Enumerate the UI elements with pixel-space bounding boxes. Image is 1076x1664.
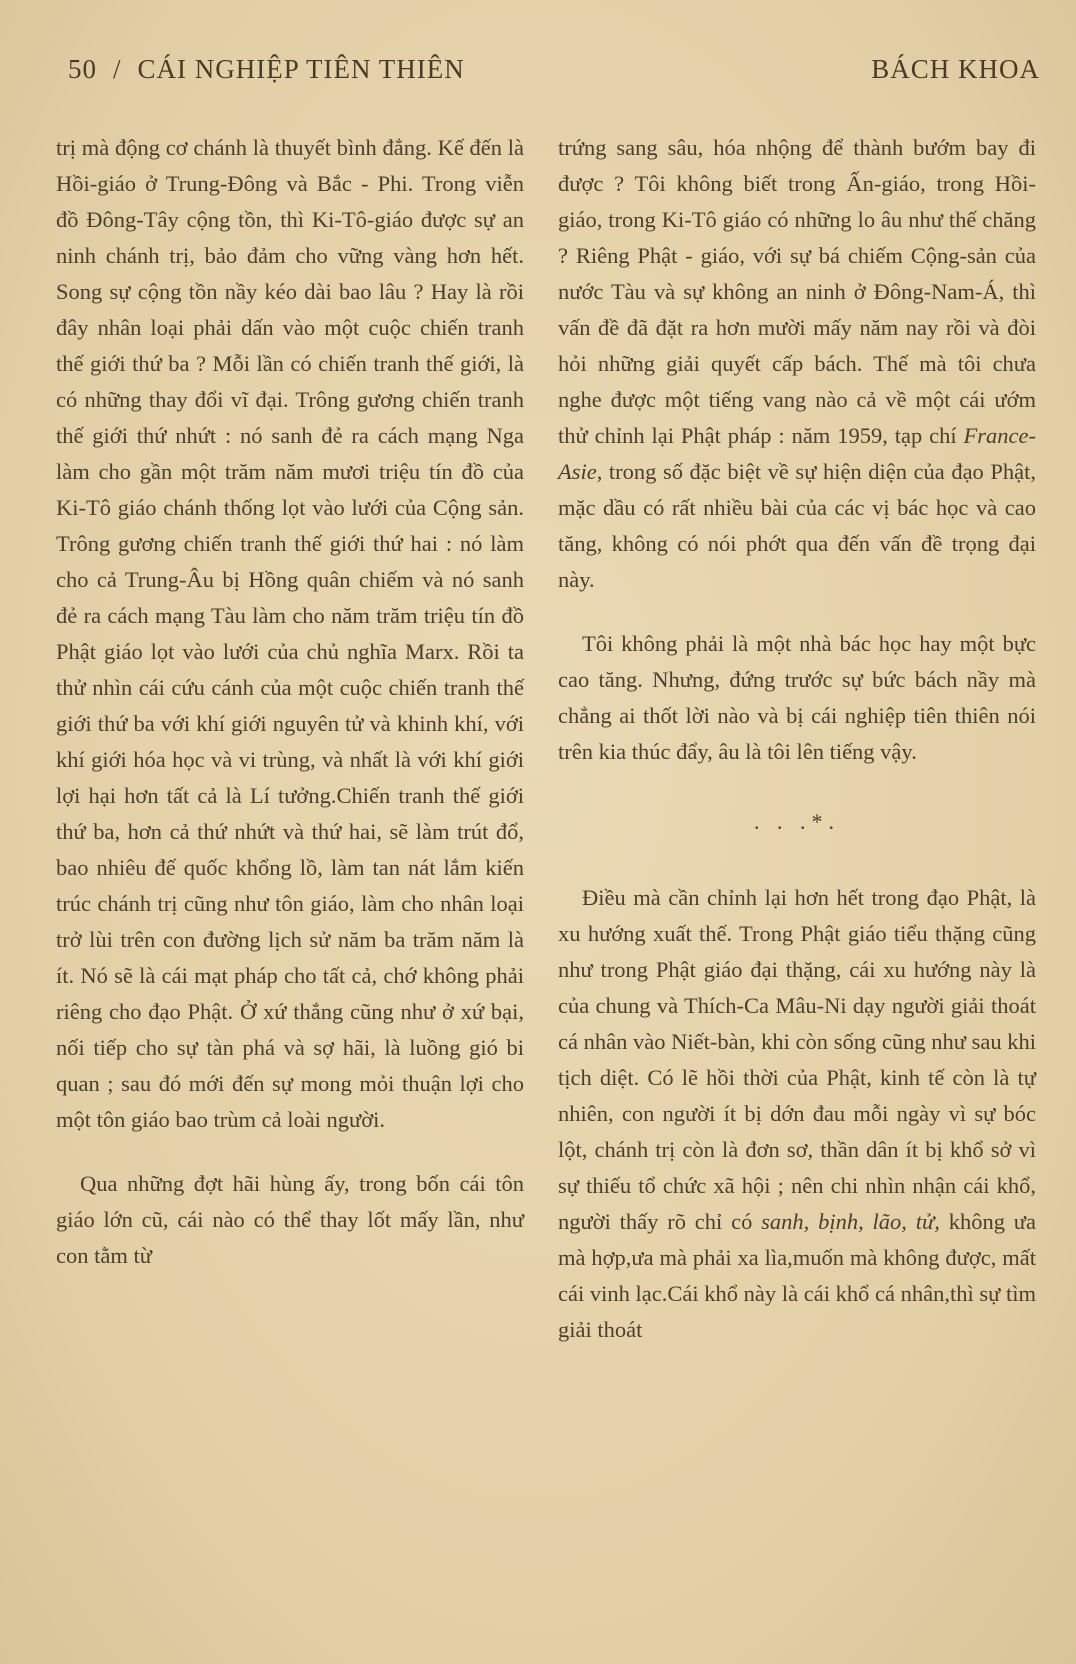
magazine-reference-italic: France-Asie, [558,423,1036,484]
left-paragraph-1: trị mà động cơ chánh là thuyết bình đẳng. Kế đến là Hồi-giáo ở Trung-Đông và Bắc - Phi. Trong viễn đồ Đông-Tây cộng tồn, thì Ki-Tô-giáo được sự an ninh chánh trị, bảo đảm cho vững vàng hơn hết. Song sự cộng tồn nầy kéo dài bao lâu ? Hay là rồi đây nhân loại phải dấn vào một cuộc chiến tranh thế giới thứ ba ? Mỗi lần có chiến tranh thế giới, là có những thay đổi vĩ đại. Trông gương chiến tranh thế giới thứ nhứt : nó sanh đẻ ra cách mạng Nga làm cho gần một trăm năm mươi triệu tín đồ của Ki-Tô giáo chánh thống lọt vào lưới của Cộng sản. Trông gương chiến tranh thế giới thứ hai : nó làm cho cả Trung-Âu bị Hồng quân chiếm và nó sanh đẻ ra cách mạng Tàu làm cho năm trăm triệu tín đồ Phật giáo lọt vào lưới của chủ nghĩa Marx. Rồi ta thử nhìn cái cứu cánh của một cuộc chiến tranh thế giới thứ ba với khí giới nguyên tử và khinh khí, với khí giới hóa học và vi trùng, và nhất là với khí giới lợi hại hơn tất cả là Lí tưởng.Chiến tranh thế giới thứ ba, hơn cả thứ nhứt và thứ hai, sẽ làm trút đổ, bao nhiêu đế quốc khổng lồ, làm tan nát lắm kiến trúc chánh trị cũng như tôn giáo, làm cho nhân loại trở lùi trên con đường lịch sử năm ba trăm năm là ít. Nó sẽ là cái mạt pháp cho tất cả, chớ không phải riêng cho đạo Phật. Ở xứ thắng cũng như ở xứ bại, nối tiếp cho sự tàn phá và sợ hãi, là luồng gió bi quan ; sau đó mới đến sự mong mỏi thuận lợi cho một tôn giáo bao trùm cả loài người. [56,135,524,1132]
left-column [56,130,524,1274]
right-paragraph-3-text-b: không ưa mà hợp,ưa mà phải xa lìa,muốn mà không được, mất cái vinh lạc.Cái khổ này là cái khổ cá nhân,thì sự tìm giải thoát [558,1209,1036,1342]
right-column [558,130,1036,1348]
right-paragraph-1 [558,130,1036,598]
magazine-name: BÁCH KHOA [871,54,1040,84]
right-paragraph-3-text-a: Điều mà cần chỉnh lại hơn hết trong đạo Phật, là xu hướng xuất thế. Trong Phật giáo tiểu thặng cũng như trong Phật giáo đại thặng, cái xu hướng này là của chung và Thích-Ca Mâu-Ni dạy người giải thoát cá nhân vào Niết-bàn, khi còn sống cũng như sau khi tịch diệt. Có lẽ hồi thời của Phật, kinh tế còn là tự nhiên, con người ít bị dớn đau mỗi ngày vì sự bóc lột, chánh trị còn là đơn sơ, thần dân ít bị khổ sở vì sự thiếu tổ chức xã hội ; nên chi nhìn nhận cái khổ, người thấy rõ chỉ có [558,885,1036,1234]
page-header [68,54,1040,94]
right-paragraph-3 [558,880,1036,1348]
page-number: 50 [68,54,97,84]
article-title: CÁI NGHIỆP TIÊN THIÊN [137,54,465,84]
left-paragraph-2: Qua những đợt hãi hùng ấy, trong bốn cái tôn giáo lớn cũ, cái nào có thể thay lốt mấy lần, như con tằm từ [56,1171,524,1268]
right-paragraph-2: Tôi không phải là một nhà bác học hay một bực cao tăng. Nhưng, đứng trước sự bức bách nầy mà chẳng ai thốt lời nào và bị cái nghiệp tiên thiên nói trên kia thúc đẩy, âu là tôi lên tiếng vậy. [558,631,1036,764]
right-paragraph-1-text-a: trứng sang sâu, hóa nhộng để thành bướm bay đi được ? Tôi không biết trong Ấn-giáo, trong Hồi-giáo, trong Ki-Tô giáo có những lo âu như thế chăng ? Riêng Phật - giáo, với sự bá chiếm Cộng-sản của nước Tàu và sự không an ninh ở Đông-Nam-Á, thì vấn đề đã đặt ra hơn mười mấy năm nay rồi và đòi hỏi những giải quyết cấp bách. Thế mà tôi chưa nghe được một tiếng vang nào cả về một cái ướm thử chỉnh lại Phật pháp : năm 1959, tạp chí [558,135,1036,448]
header-left [68,54,465,85]
suffering-list-italic: sanh, bịnh, lão, tử, [761,1209,940,1234]
right-paragraph-1-text-b: trong số đặc biệt về sự hiện diện của đạo Phật, mặc dầu có rất nhiều bài của các vị bác học và cao tăng, không có nói phớt qua đến vấn đề trọng đại này. [558,459,1036,592]
header-slash: / [113,54,122,84]
section-separator: . . .*. [754,809,840,834]
